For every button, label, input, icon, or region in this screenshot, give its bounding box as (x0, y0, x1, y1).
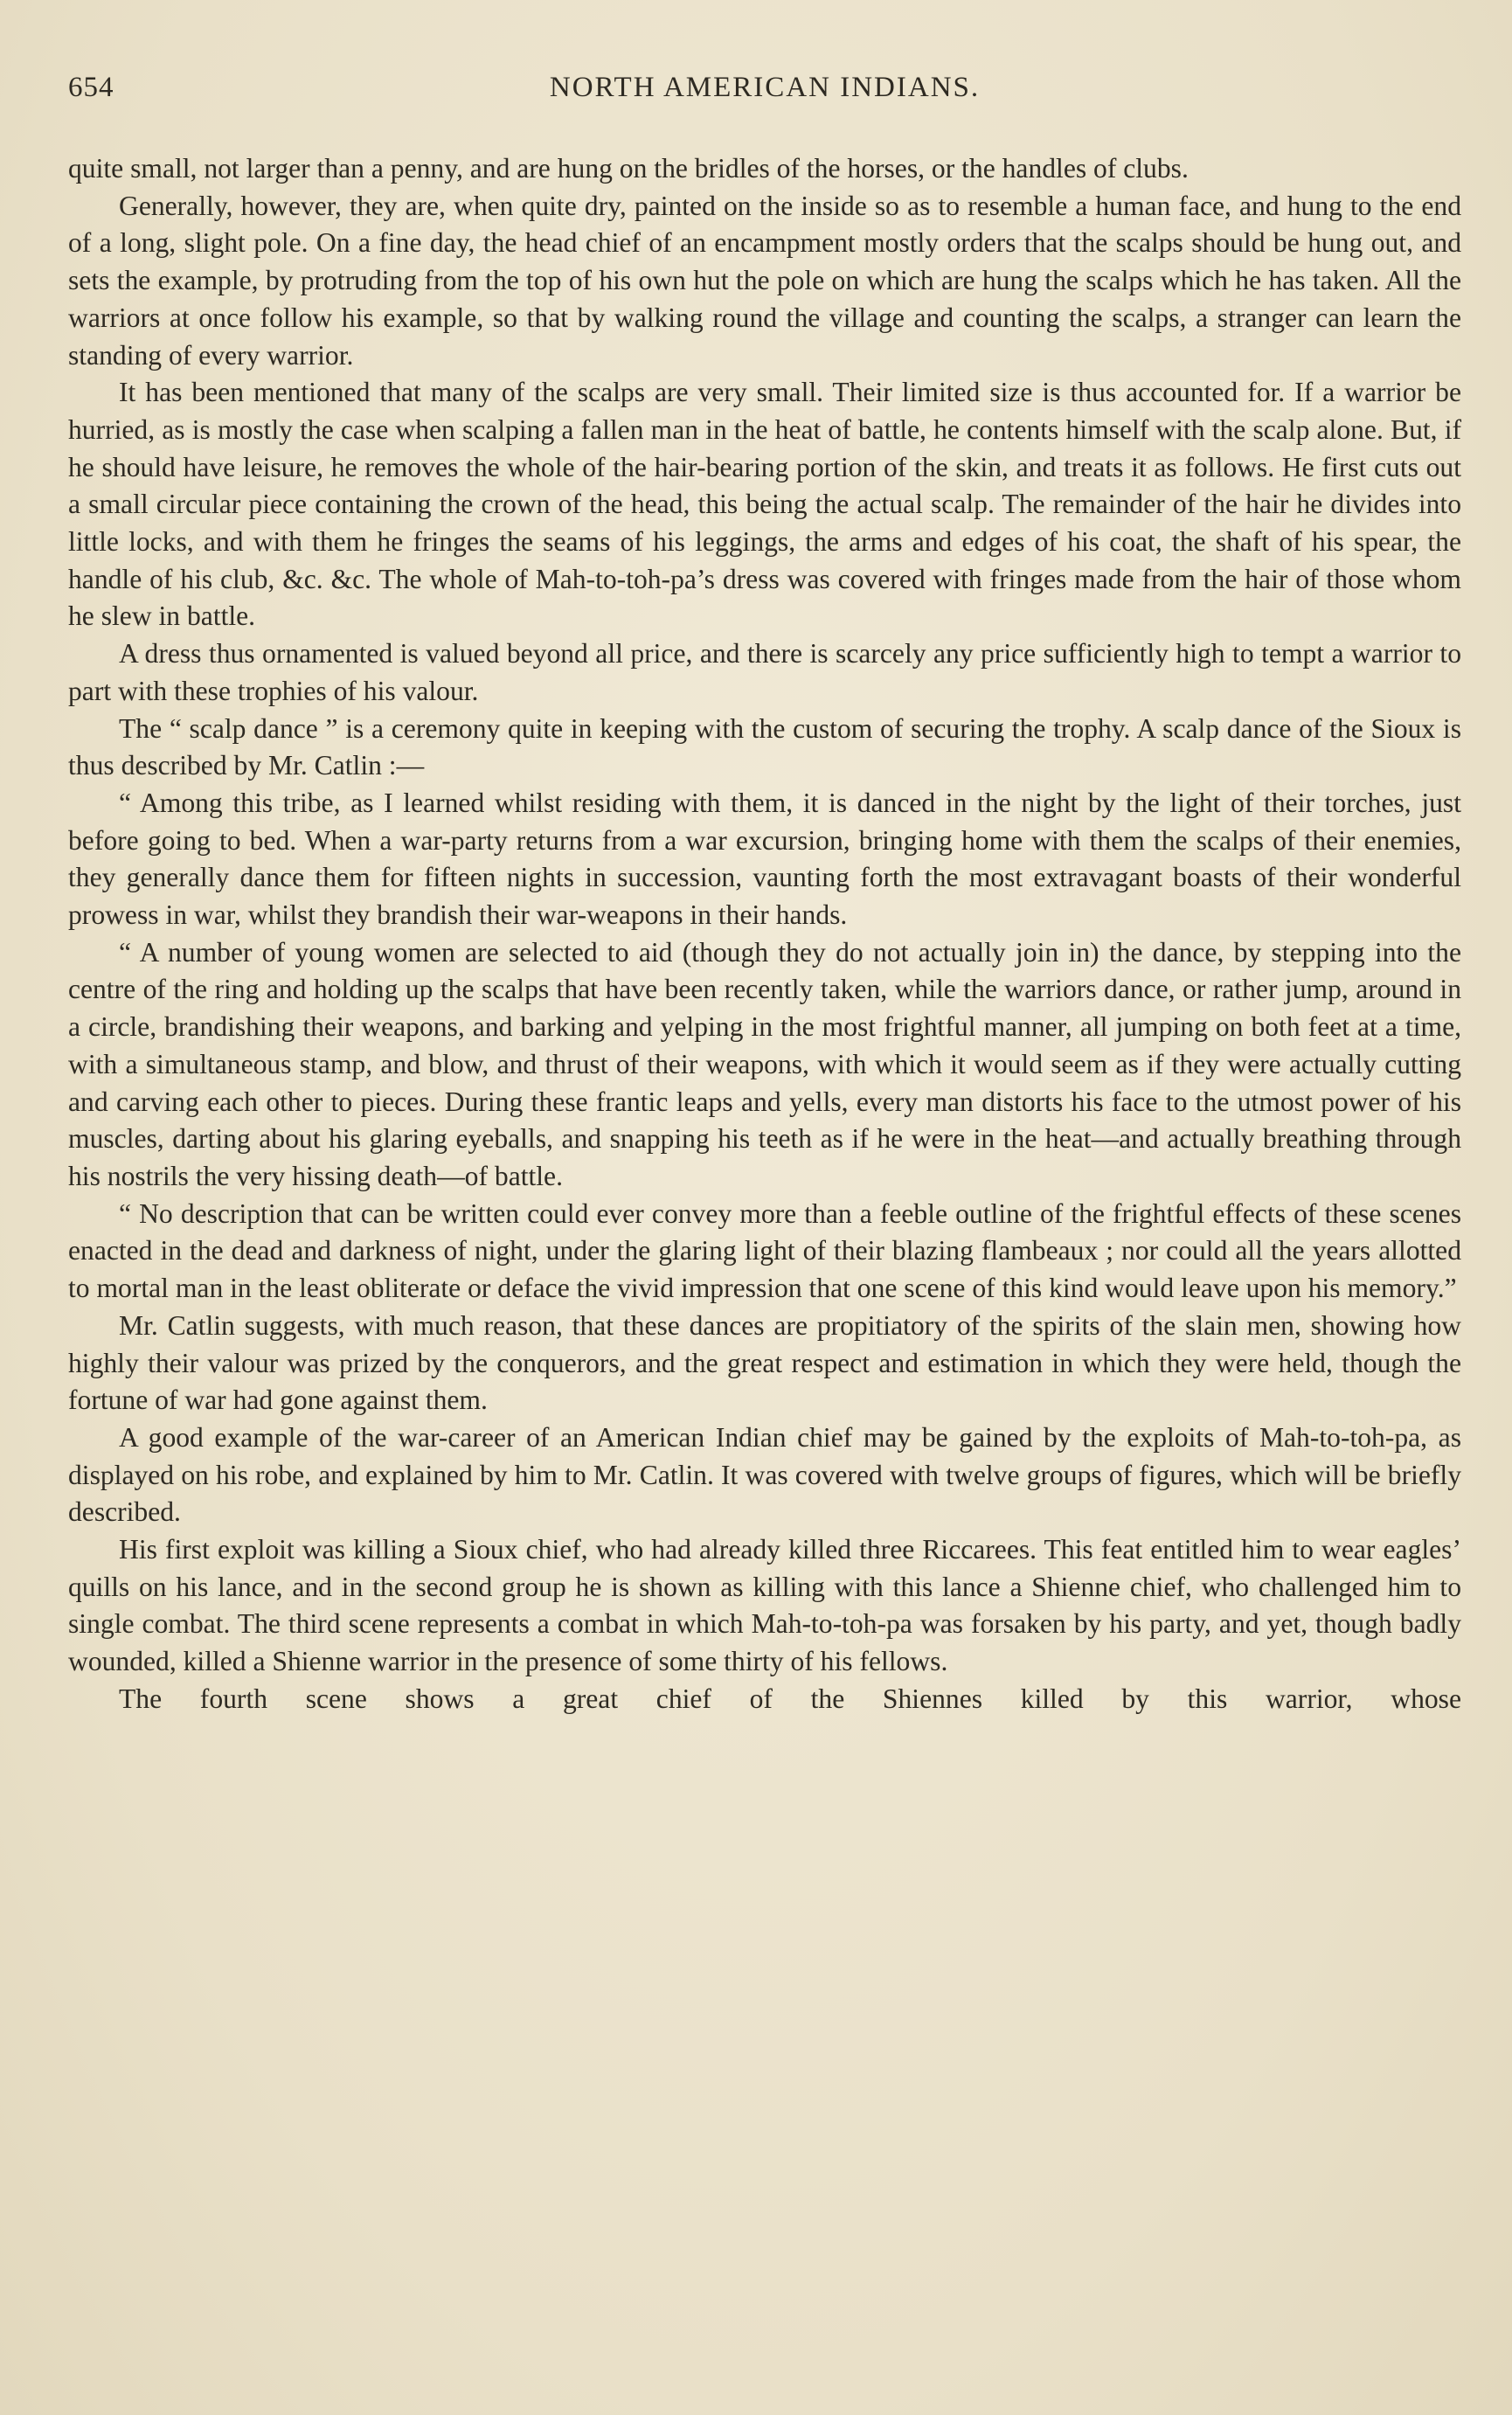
paragraph: His first exploit was killing a Sioux chief, who had already killed three Riccarees. This feat entitled him to wear eagles’ quills on his lance, and in the second group he is shown as killing with this lance a Shienne chief, who challenged him to single combat. The third scene represents a combat in which Mah-to-toh-pa was forsaken by his party, and yet, though badly wounded, killed a Shienne warrior in the presence of some thirty of his fellows. (68, 1534, 1461, 1677)
paragraph: quite small, not larger than a penny, and are hung on the bridles of the horses, or the handles of clubs. (68, 153, 1189, 184)
body-text (68, 150, 1461, 1718)
paragraph: Generally, however, they are, when quite dry, painted on the inside so as to resemble a human face, and hung to the end of a long, slight pole. On a fine day, the head chief of an encampment mostly orders that the scalps should be hung out, and sets the example, by protruding from the top of his own hut the pole on which are hung the scalps which he has taken. All the warriors at once follow his example, so that by walking round the village and counting the scalps, a stranger can learn the standing of every warrior. (68, 190, 1461, 371)
paragraph: The “ scalp dance ” is a ceremony quite in keeping with the custom of securing the trophy. A scalp dance of the Sioux is thus described by Mr. Catlin :— (68, 712, 1461, 781)
quote-paragraph: “ Among this tribe, as I learned whilst residing with them, it is danced in the night by the light of their torches, just before going to bed. When a war-party returns from a war excursion, bringing home with them the scalps of their enemies, they generally dance them for fifteen nights in succession, vaunting forth the most extravagant boasts of their wonderful prowess in war, whilst they brandish their war-weapons in their hands. (68, 787, 1461, 931)
running-head: NORTH AMERICAN INDIANS. (549, 72, 981, 103)
quote-paragraph: “ A number of young women are selected to aid (though they do not actually join in) the dance, by stepping into the centre of the ring and holding up the scalps that have been recently taken, while the warriors dance, or rather jump, around in a circle, brandishing their weapons, and barking and yelping in the most frightful manner, all jumping on both feet at a time, with a simultaneous stamp, and blow, and thrust of their weapons, with which it would seem as if they were actually cutting and carving each other to pieces. During these frantic leaps and yells, every man distorts his face to the utmost power of his muscles, darting about his glaring eyeballs, and snapping his teeth as if he were in the heat—and actually breathing through his nostrils the very hissing death—of battle. (68, 936, 1461, 1191)
paragraph: It has been mentioned that many of the scalps are very small. Their limited size is thus accounted for. If a warrior be hurried, as is mostly the case when scalping a fallen man in the heat of battle, he contents himself with the scalp alone. But, if he should have leisure, he removes the whole of the hair-bearing portion of the skin, and treats it as follows. He first cuts out a small circular piece containing the crown of the head, this being the actual scalp. The remainder of the hair he divides into little locks, and with them he fringes the seams of his leggings, the arms and edges of his coat, the shaft of his spear, the handle of his club, &c. &c. The whole of Mah-to-toh-pa’s dress was covered with fringes made from the hair of those whom he slew in battle. (68, 377, 1461, 632)
paragraph: A good example of the war-career of an American Indian chief may be gained by the exploits of Mah-to-toh-pa, as displayed on his robe, and explained by him to Mr. Catlin. It was covered with twelve groups of figures, which will be briefly described. (68, 1421, 1461, 1528)
page-number: 654 (68, 72, 114, 103)
paragraph: Mr. Catlin suggests, with much reason, that these dances are propitiatory of the spirits of the slain men, showing how highly their valour was prized by the conquerors, and the great respect and estimation in which they were held, though the fortune of war had gone against them. (68, 1309, 1461, 1416)
paragraph: A dress thus ornamented is valued beyond all price, and there is scarcely any price sufficiently high to tempt a warrior to part with these trophies of his valour. (68, 638, 1461, 706)
page-header (68, 72, 1461, 115)
paragraph: The fourth scene shows a great chief of the Shiennes killed by this warrior, whose (119, 1683, 1461, 1714)
quote-paragraph: “ No description that can be written could ever convey more than a feeble outline of the frightful effects of these scenes enacted in the dead and darkness of night, under the glaring light of their blazing flambeaux ; nor could all the years allotted to mortal man in the least obliterate or deface the vivid impression that one scene of this kind would leave upon his memory.” (68, 1197, 1461, 1304)
